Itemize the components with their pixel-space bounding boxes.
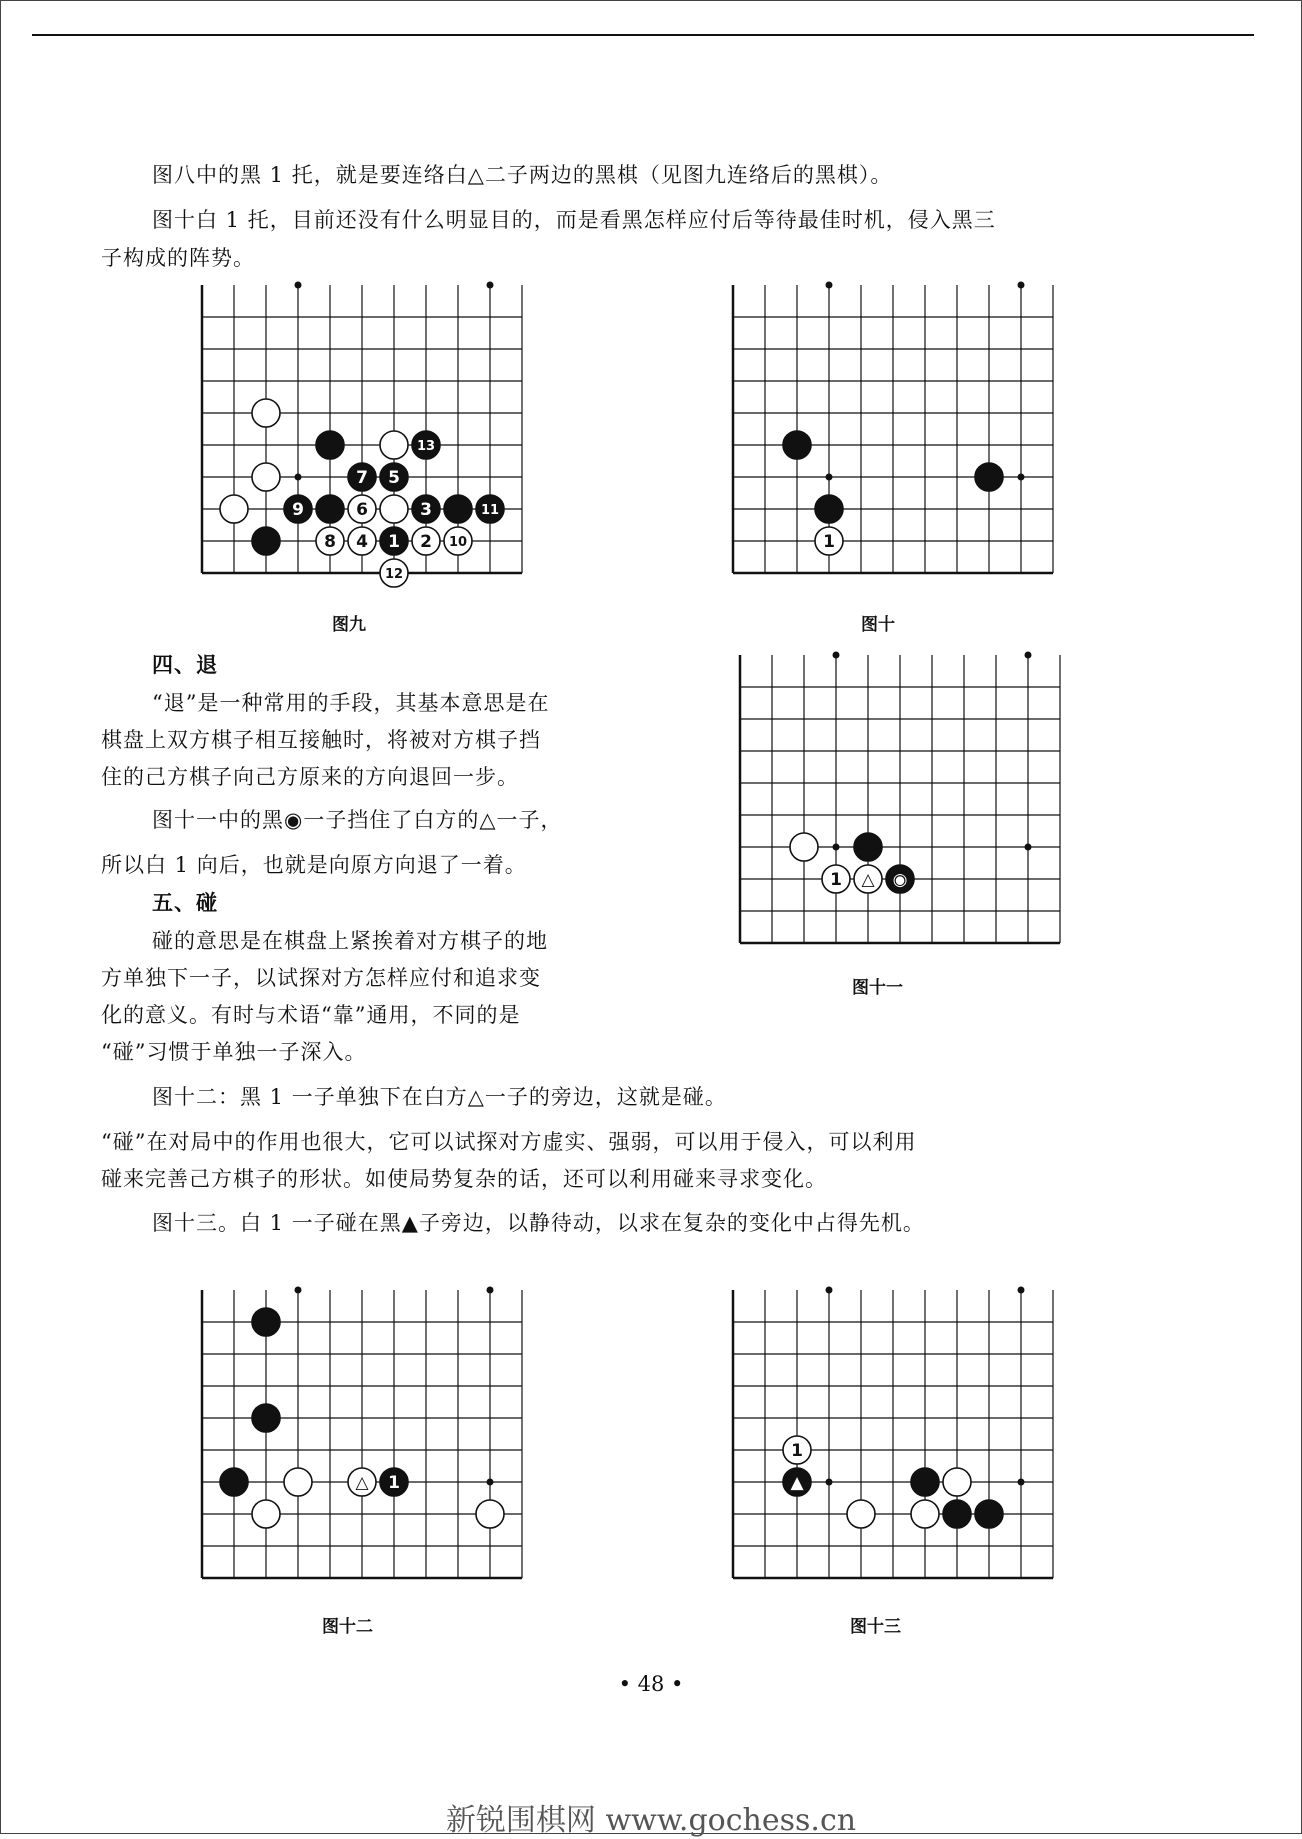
star-point <box>295 474 302 481</box>
paragraph-fig13: 图十三。白 1 一子碰在黑▲子旁边，以静待动，以求在复杂的变化中占得先机。 <box>152 1211 925 1235</box>
paragraph-retreat-2: 棋盘上双方棋子相互接触时，将被对方棋子挡 <box>101 728 541 752</box>
paragraph-contact-4: “碰”习惯于单独一子深入。 <box>101 1040 367 1064</box>
black-stone <box>975 463 1003 491</box>
stone-label: ◉ <box>892 870 908 890</box>
go-board-svg <box>202 1290 538 1610</box>
white-stone <box>412 527 440 555</box>
white-stone <box>476 1500 504 1528</box>
paragraph-fig8: 图八中的黑 1 托，就是要连络白△二子两边的黑棋（见图九连络后的黑棋）。 <box>152 163 893 187</box>
stone-label: 1 <box>823 532 835 552</box>
star-point <box>826 282 833 289</box>
white-stone <box>348 495 376 523</box>
black-stone <box>380 463 408 491</box>
caption-fig13: 图十三 <box>850 1617 901 1637</box>
stone-label: 13 <box>416 439 436 454</box>
stone-label: 6 <box>356 500 368 520</box>
star-point <box>487 1479 494 1486</box>
star-point <box>1018 282 1025 289</box>
white-stone <box>380 495 408 523</box>
go-board-svg <box>733 1290 1069 1610</box>
heading-retreat: 四、退 <box>152 652 218 677</box>
black-stone <box>252 1404 280 1432</box>
black-stone <box>380 1468 408 1496</box>
black-stone <box>412 431 440 459</box>
star-point <box>1025 652 1032 659</box>
paragraph-fig11-1: 图十一中的黑◉一子挡住了白方的△一子， <box>152 808 563 832</box>
white-stone <box>943 1468 971 1496</box>
go-board-svg <box>740 655 1076 975</box>
black-stone <box>444 495 472 523</box>
stone-label: 1 <box>791 1441 803 1461</box>
caption-fig12: 图十二 <box>322 1617 373 1637</box>
caption-fig9: 图九 <box>332 615 366 635</box>
white-stone <box>380 431 408 459</box>
stone-label: △ <box>355 1473 369 1493</box>
star-point <box>295 282 302 289</box>
black-stone <box>975 1500 1003 1528</box>
paragraph-retreat-3: 住的己方棋子向己方原来的方向退回一步。 <box>101 765 519 789</box>
star-point <box>826 474 833 481</box>
white-stone <box>284 1468 312 1496</box>
paragraph-retreat-1: “退”是一种常用的手段，其基本意思是在 <box>152 691 550 715</box>
black-stone <box>886 865 914 893</box>
stone-label: △ <box>861 870 875 890</box>
black-stone <box>284 495 312 523</box>
white-stone <box>252 399 280 427</box>
black-stone <box>252 1308 280 1336</box>
black-stone <box>911 1468 939 1496</box>
white-stone <box>815 527 843 555</box>
page-number: • 48 • <box>618 1672 684 1696</box>
white-stone <box>790 833 818 861</box>
stone-label: 2 <box>420 532 432 552</box>
black-stone <box>412 495 440 523</box>
stone-label: 9 <box>292 500 304 520</box>
paragraph-fig10-line2: 子构成的阵势。 <box>101 246 255 270</box>
black-stone <box>252 527 280 555</box>
black-stone <box>476 495 504 523</box>
star-point <box>1018 1479 1025 1486</box>
caption-fig11: 图十一 <box>852 978 903 998</box>
star-point <box>487 1287 494 1294</box>
black-stone <box>220 1468 248 1496</box>
white-stone <box>444 527 472 555</box>
stone-label: 4 <box>356 532 368 552</box>
paragraph-contact-role-1: “碰”在对局中的作用也很大，它可以试探对方虚实、强弱，可以用于侵入，可以利用 <box>101 1130 917 1154</box>
paragraph-contact-2: 方单独下一子，以试探对方怎样应付和追求变 <box>101 966 541 990</box>
white-stone <box>220 495 248 523</box>
paragraph-fig11-2: 所以白 1 向后，也就是向原方向退了一着。 <box>101 853 527 877</box>
black-stone <box>783 431 811 459</box>
go-board-svg <box>733 285 1069 605</box>
star-point <box>833 844 840 851</box>
white-stone <box>252 463 280 491</box>
white-stone <box>822 865 850 893</box>
header-rule <box>32 34 1254 36</box>
white-stone <box>316 527 344 555</box>
white-stone <box>847 1500 875 1528</box>
white-stone <box>911 1500 939 1528</box>
star-point <box>826 1479 833 1486</box>
stone-label: 7 <box>356 468 368 488</box>
black-stone <box>783 1468 811 1496</box>
star-point <box>826 1287 833 1294</box>
stone-label: 3 <box>420 500 432 520</box>
white-stone <box>854 865 882 893</box>
paragraph-fig10-line1: 图十白 1 托，目前还没有什么明显目的，而是看黑怎样应付后等待最佳时机，侵入黑三 <box>152 208 996 232</box>
stone-label: 1 <box>388 1473 400 1493</box>
white-stone <box>783 1436 811 1464</box>
go-board-fig9 <box>202 285 538 605</box>
star-point <box>487 282 494 289</box>
stone-label: 12 <box>384 567 404 582</box>
black-stone <box>316 431 344 459</box>
paragraph-contact-3: 化的意义。有时与术语“靠”通用，不同的是 <box>101 1003 521 1027</box>
paragraph-contact-1: 碰的意思是在棋盘上紧挨着对方棋子的地 <box>152 929 548 953</box>
site-watermark: 新锐围棋网 www.gochess.cn <box>445 1803 857 1838</box>
stone-label: ▲ <box>790 1473 804 1493</box>
black-stone <box>854 833 882 861</box>
paragraph-fig12: 图十二：黑 1 一子单独下在白方△一子的旁边，这就是碰。 <box>152 1085 727 1109</box>
white-stone <box>380 559 408 587</box>
go-board-fig13 <box>733 1290 1069 1610</box>
star-point <box>1018 474 1025 481</box>
white-stone <box>252 1500 280 1528</box>
stone-label: 8 <box>324 532 336 552</box>
go-board-svg <box>202 285 538 605</box>
white-stone <box>348 527 376 555</box>
star-point <box>1018 1287 1025 1294</box>
star-point <box>833 652 840 659</box>
black-stone <box>815 495 843 523</box>
heading-contact: 五、碰 <box>152 890 218 915</box>
star-point <box>295 1287 302 1294</box>
black-stone <box>943 1500 971 1528</box>
stone-label: 5 <box>388 468 400 488</box>
stone-label: 1 <box>388 532 400 552</box>
star-point <box>1025 844 1032 851</box>
stone-label: 10 <box>448 535 468 550</box>
go-board-fig12 <box>202 1290 538 1610</box>
white-stone <box>348 1468 376 1496</box>
stone-label: 1 <box>830 870 842 890</box>
black-stone <box>348 463 376 491</box>
paragraph-contact-role-2: 碰来完善己方棋子的形状。如使局势复杂的话，还可以利用碰来寻求变化。 <box>101 1167 827 1191</box>
caption-fig10: 图十 <box>861 615 895 635</box>
black-stone <box>316 495 344 523</box>
black-stone <box>380 527 408 555</box>
go-board-fig11 <box>740 655 1076 975</box>
stone-label: 11 <box>480 503 500 518</box>
go-board-fig10 <box>733 285 1069 605</box>
